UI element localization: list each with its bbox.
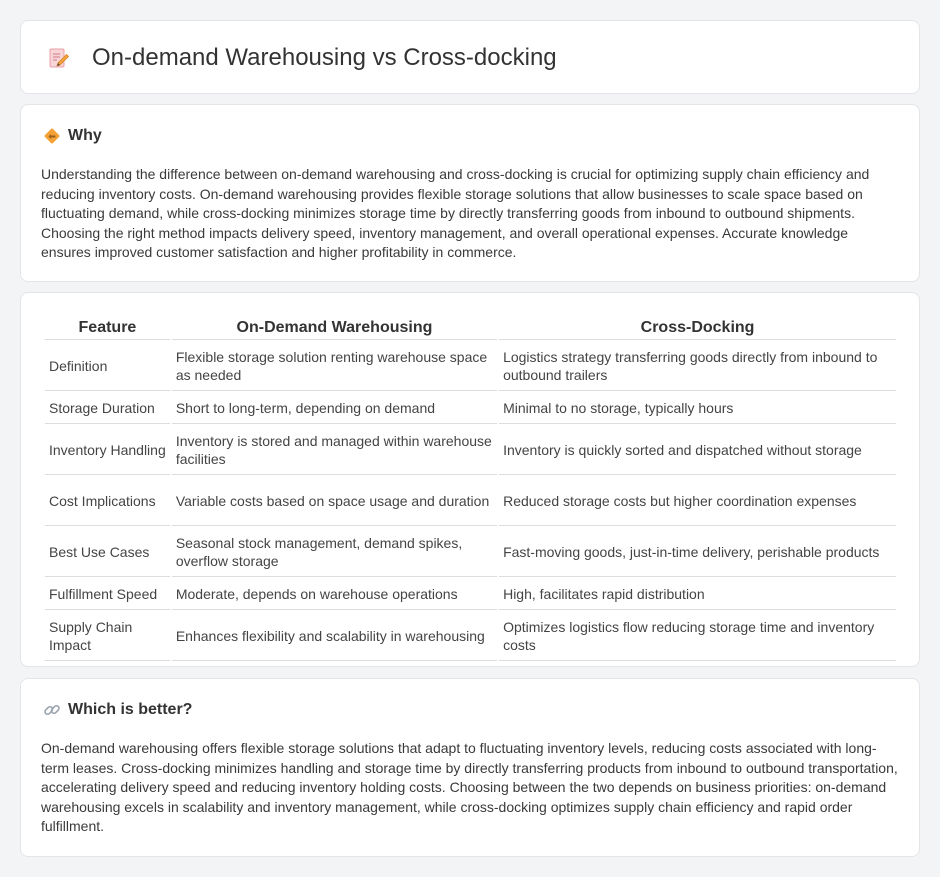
table-cell: Variable costs based on space usage and duration <box>172 477 497 526</box>
table-cell: Short to long-term, depending on demand <box>172 393 497 424</box>
table-cell: Inventory is stored and managed within warehouse facilities <box>172 426 497 475</box>
table-cell: Seasonal stock management, demand spikes, overflow storage <box>172 528 497 577</box>
table-cell: Cost Implications <box>45 477 170 526</box>
table-row <box>45 342 896 391</box>
title-card <box>20 20 920 94</box>
link-icon <box>43 701 61 719</box>
table-cell: Inventory is quickly sorted and dispatched without storage <box>499 426 896 475</box>
table-header-cell: On-Demand Warehousing <box>172 317 497 340</box>
table-header-cell: Feature <box>45 317 170 340</box>
table-cell: Optimizes logistics flow reducing storage time and inventory costs <box>499 612 896 661</box>
table-cell: Enhances flexibility and scalability in warehousing <box>172 612 497 661</box>
table-cell: Reduced storage costs but higher coordination expenses <box>499 477 896 526</box>
diamond-arrows-icon <box>43 127 61 145</box>
why-heading-label: Why <box>68 127 102 144</box>
table-row <box>45 393 896 424</box>
table-header-cell: Cross-Docking <box>499 317 896 340</box>
table-header-row <box>45 317 896 340</box>
table-row <box>45 426 896 475</box>
table-row <box>45 579 896 610</box>
table-cell: Supply Chain Impact <box>45 612 170 661</box>
table-cell: High, facilitates rapid distribution <box>499 579 896 610</box>
page-title: On-demand Warehousing vs Cross-docking <box>92 44 557 71</box>
which-better-section <box>20 678 920 857</box>
table-cell: Definition <box>45 342 170 391</box>
table-cell: Minimal to no storage, typically hours <box>499 393 896 424</box>
why-heading <box>43 127 102 145</box>
table-cell: Storage Duration <box>45 393 170 424</box>
which-better-text: On-demand warehousing offers flexible storage solutions that adapt to fluctuating inventory levels, reducing costs associated with long-term leases. Cross-docking minimizes handling and storage time by directly transferring products from inbound to outbound transportation, accelerating delivery speed and reducing inventory holding costs. Choosing between the two depends on business priorities: on-demand warehousing excels in scalability and inventory management, while cross-docking optimizes supply chain efficiency and rapid order fulfillment. <box>41 740 898 835</box>
table-row <box>45 612 896 661</box>
comparison-section <box>20 292 920 667</box>
why-section <box>20 104 920 282</box>
table-row <box>45 477 896 526</box>
table-cell: Moderate, depends on warehouse operations <box>172 579 497 610</box>
table-cell: Fulfillment Speed <box>45 579 170 610</box>
table-cell: Inventory Handling <box>45 426 170 475</box>
memo-pencil-icon <box>47 46 71 70</box>
table-row <box>45 528 896 577</box>
comparison-table <box>43 315 898 663</box>
table-cell: Best Use Cases <box>45 528 170 577</box>
why-text: Understanding the difference between on-demand warehousing and cross-docking is crucial for optimizing supply chain efficiency and reducing inventory costs. On-demand warehousing provides flexible storage solutions that allow businesses to scale space based on fluctuating demand, while cross-docking minimizes storage time by directly transferring goods from inbound to outbound shipments. Choosing the right method impacts delivery speed, inventory management, and overall operational expenses. Accurate knowledge ensures improved customer satisfaction and higher profitability in commerce. <box>41 166 870 261</box>
table-cell: Flexible storage solution renting warehouse space as needed <box>172 342 497 391</box>
table-cell: Fast-moving goods, just-in-time delivery, perishable products <box>499 528 896 577</box>
table-cell: Logistics strategy transferring goods directly from inbound to outbound trailers <box>499 342 896 391</box>
which-better-heading <box>43 701 192 719</box>
which-better-heading-label: Which is better? <box>68 701 193 718</box>
